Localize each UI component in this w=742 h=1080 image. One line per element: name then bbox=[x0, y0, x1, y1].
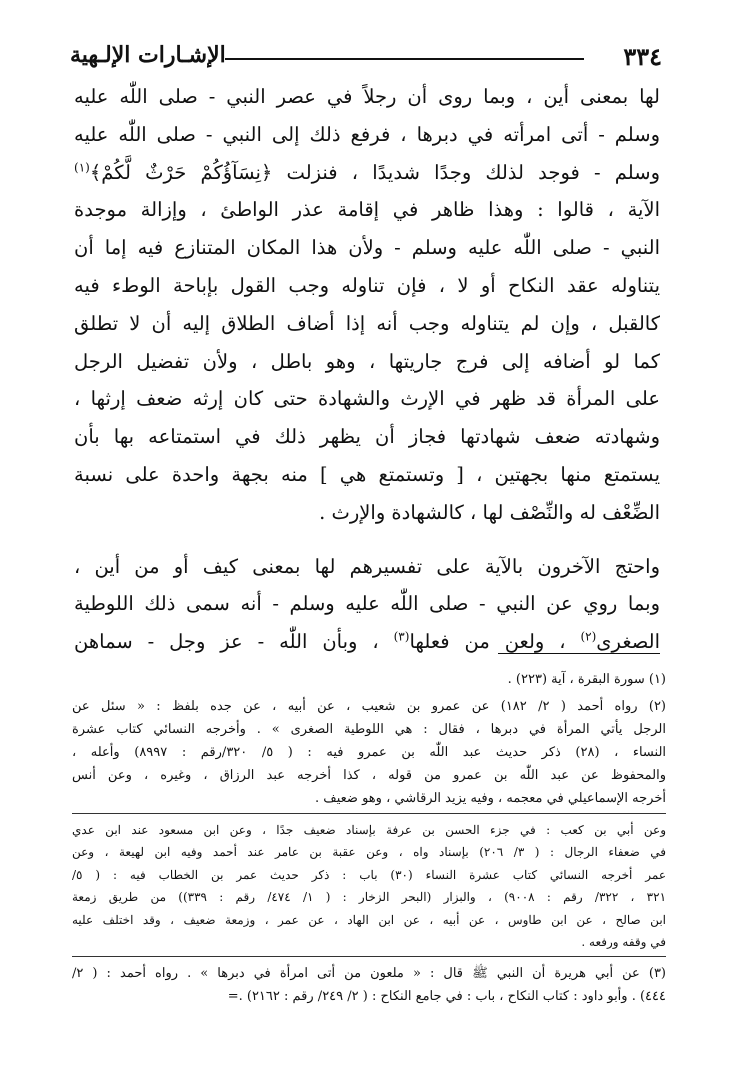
text-line: يستمتع منها بجهتين ، [ وتستمتع هي ] منه بجهة واحدة على نسبة bbox=[74, 462, 660, 486]
footnote-2-sub-line: في ضعفاء الرجال : ( ٣/ ٢٠٦) بإسناد واه ، وعن عقبة بن عامر عند أحمد وفيه ابن لهيعة ، وعن bbox=[72, 845, 666, 860]
text-line: النبي - صلى اللّٰه عليه وسلم - ولأن هذا المكان المتنازع فيه إما أن bbox=[74, 236, 660, 260]
header-rule bbox=[225, 58, 584, 60]
footnote-2-line: أخرجه الإسماعيلي في معجمه ، وفيه يزيد الرقاشي ، وهو ضعيف . bbox=[315, 791, 666, 806]
text-line: وسلم - فوجد لذلك وجدًا شديدًا ، فنزلت ﴿نِسَآؤُكُمْ حَرْثٌ لَّكُمْ﴾$^{(١)}$ bbox=[74, 160, 660, 184]
footnote-2-sub-line: في وقفه ورفعه . bbox=[581, 934, 666, 949]
footnote-2-line: الرجل يأتي المرأة في دبرها ، فقال : هي اللوطية الصغرى » . وأخرجه النسائي كتاب عشرة bbox=[72, 722, 666, 737]
footnote-2-line: النساء ، (٢٨) ذكر حديث عبد اللّٰه بن عمرو فيه : ( ٥/ ٣٢٠/رقم : ٨٩٩٧) وأعله ، bbox=[72, 745, 666, 760]
footnote-1: (١) سورة البقرة ، آية (٢٢٣) . bbox=[507, 672, 666, 687]
text-line: الصغرى$^{(٢)}$ ، ولعن من فعلها$^{(٣)}$ ، وبأن اللّٰه - عز وجل - سماهن bbox=[74, 629, 660, 654]
footnote-2-sub-line: وعن أبي بن كعب : في جزء الحسن بن عرفة بإسناد ضعيف جدًا ، وعن ابن مسعود عند ابن عدي bbox=[72, 823, 666, 837]
text-line: وشهادته ضعف شهادتها فجاز أن يظهر ذلك في استمتاعه بها بأن bbox=[74, 425, 660, 449]
footnote-2-line: والمحفوظ عن عبد اللّٰه بن عمرو من قوله ، كذا أخرجه عبد الرزاق ، وغيره ، وعن أنس bbox=[72, 768, 666, 783]
text-line: يتناوله عقد النكاح أو لا ، فإن تناوله وجب القول بإباحة الوطء فيه bbox=[74, 273, 660, 297]
footnote-3-line: ٤٤٤) . وأبو داود : كتاب النكاح ، باب : في جامع النكاح : ( ٢/ ٢٤٩/ رقم : ٢١٦٢) .= bbox=[227, 989, 666, 1005]
footnote-divider bbox=[72, 956, 666, 957]
page-header bbox=[70, 38, 662, 78]
running-title: الإشـارات الإلـهية bbox=[70, 42, 226, 68]
footnote-2-sub-line: عمر أخرجه النسائي كتاب عشرة النساء (٣٠) باب : ذكر حديث عمر بن الخطاب فيه : ( ٥/ bbox=[72, 867, 666, 882]
footnote-2-line: (٢) رواه أحمد ( ٢/ ١٨٢) عن عمرو بن شعيب ، عن أبيه ، عن جده بلفظ : « سئل عن bbox=[72, 699, 666, 714]
text-line: وبما روي عن النبي - صلى اللّٰه عليه وسلم - أنه سمى ذلك اللوطية bbox=[74, 592, 660, 616]
text-line: واحتج الآخرون بالآية على تفسيرهم لها بمعنى كيف أو من أين ، bbox=[74, 554, 660, 578]
text-line: الآية ، قالوا : وهذا ظاهر في إقامة عذر الواطئ ، وإزالة موجدة bbox=[74, 198, 660, 222]
text-line: على المرأة قد ظهر في الإرث والشهادة حتى كان إرثه ضعف إرثها ، bbox=[74, 387, 660, 411]
footnote-ref: (١) bbox=[74, 160, 90, 175]
footnote-2-sub-line: ٣٢١ ، ٣٢٢/ رقم : ٩٠٠٨) ، والبزار (البحر الزخار : ( ١/ ٤٧٤/ رقم : ٣٣٩)) من طريق زمعة bbox=[72, 890, 666, 905]
text-line: وسلم - أتى امرأته في دبرها ، فرفع ذلك إلى النبي - صلى اللّٰه عليه bbox=[74, 122, 660, 146]
main-text bbox=[74, 78, 660, 661]
footnotes bbox=[72, 668, 666, 1008]
text-line: الضِّعْف له والنِّصْف لها ، كالشهادة والإرث . bbox=[319, 500, 660, 524]
footnote-2-sub-line: ابن صالح ، عن ابن طاوس ، عن أبيه ، عن ابن الهاد ، عن عمر ، وزمعة ضعيف ، وقد اختلف عليه bbox=[72, 912, 666, 927]
footnote-separator bbox=[498, 653, 660, 654]
text-line: كما لو أضافه إلى فرج جاريتها ، وهو باطل ، ولأن تفضيل الرجل bbox=[74, 349, 660, 373]
text-line: كالقبل ، وإن لم يتناوله وجب أنه إذا أضاف الطلاق إليه أن لا تطلق bbox=[74, 311, 660, 335]
footnote-ref: (٢) bbox=[580, 629, 597, 644]
page-number: ٣٣٤ bbox=[623, 42, 662, 71]
footnote-ref: (٣) bbox=[393, 629, 410, 644]
text-line: لها بمعنى أين ، وبما روى أن رجلاً في عصر النبي - صلى اللّٰه عليه bbox=[74, 85, 660, 108]
footnote-3-line: (٣) عن أبي هريرة أن النبي ﷺ قال : « ملعون من أتى امرأة في دبرها » . رواه أحمد : ( ٢/ bbox=[72, 966, 666, 982]
footnote-divider bbox=[72, 813, 666, 814]
